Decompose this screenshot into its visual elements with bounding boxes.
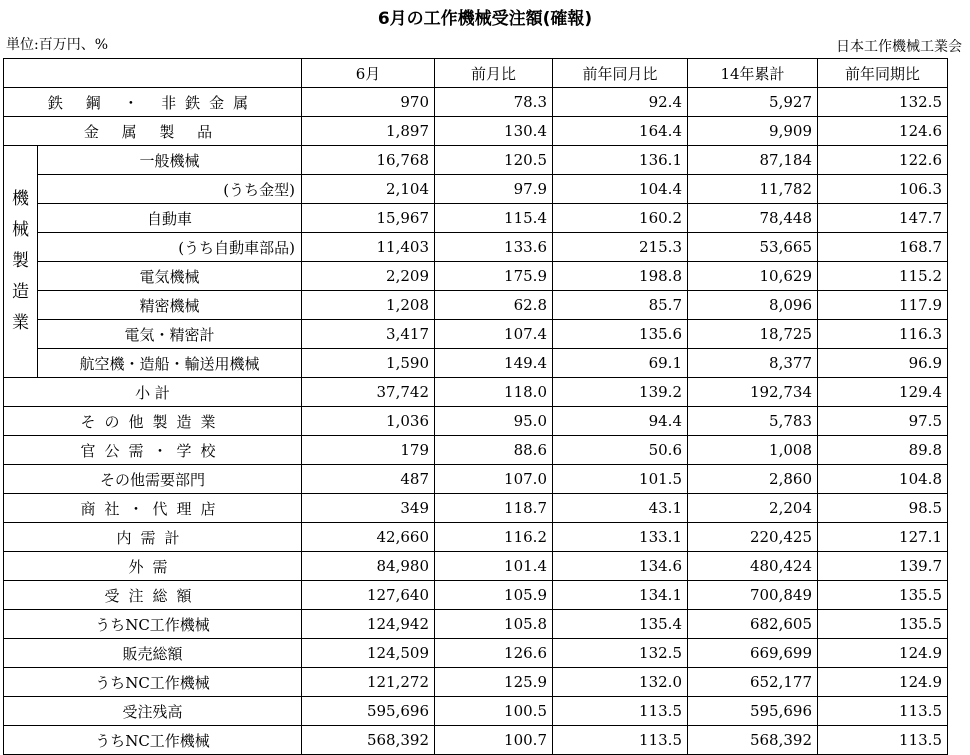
value-cell: 100.5 [435,697,553,726]
value-cell: 129.4 [818,378,948,407]
value-cell: 164.4 [553,117,688,146]
value-cell: 116.3 [818,320,948,349]
row-label: 航空機・造船・輸送用機械 [38,349,302,378]
value-cell: 669,699 [688,639,818,668]
value-cell: 78,448 [688,204,818,233]
row-label: (うち自動車部品) [38,233,302,262]
value-cell: 2,204 [688,494,818,523]
value-cell: 37,742 [302,378,435,407]
table-row [4,639,948,668]
table-row [4,552,948,581]
value-cell: 116.2 [435,523,553,552]
value-cell: 87,184 [688,146,818,175]
value-cell: 115.4 [435,204,553,233]
value-cell: 113.5 [553,697,688,726]
value-cell: 179 [302,436,435,465]
group-label-char: 械 [12,220,29,240]
column-header: 前月比 [435,59,553,88]
value-cell: 2,209 [302,262,435,291]
group-label-char: 機 [12,189,29,209]
header-blank-cell [4,59,302,88]
value-cell: 192,734 [688,378,818,407]
value-cell: 1,897 [302,117,435,146]
group-label-machinery-manufacturing [4,146,38,378]
value-cell: 124.9 [818,639,948,668]
orders-table [3,58,948,755]
page-title: 6月の工作機械受注額(確報) [377,9,593,29]
value-cell: 136.1 [553,146,688,175]
row-label: 受注総額 [4,581,302,610]
column-header: 14年累計 [688,59,818,88]
value-cell: 132.0 [553,668,688,697]
value-cell: 149.4 [435,349,553,378]
value-cell: 970 [302,88,435,117]
value-cell: 104.4 [553,175,688,204]
value-cell: 1,008 [688,436,818,465]
value-cell: 5,927 [688,88,818,117]
value-cell: 700,849 [688,581,818,610]
table-row [4,697,948,726]
value-cell: 62.8 [435,291,553,320]
value-cell: 124.6 [818,117,948,146]
value-cell: 349 [302,494,435,523]
value-cell: 2,860 [688,465,818,494]
value-cell: 18,725 [688,320,818,349]
value-cell: 16,768 [302,146,435,175]
table-row [4,610,948,639]
table-row [4,494,948,523]
table-row [4,349,948,378]
value-cell: 139.2 [553,378,688,407]
value-cell: 107.4 [435,320,553,349]
table-row [4,117,948,146]
row-label: 内需計 [4,523,302,552]
row-label: その他需要部門 [4,465,302,494]
value-cell: 50.6 [553,436,688,465]
value-cell: 135.5 [818,581,948,610]
value-cell: 215.3 [553,233,688,262]
value-cell: 198.8 [553,262,688,291]
table-row [4,175,948,204]
value-cell: 97.5 [818,407,948,436]
value-cell: 147.7 [818,204,948,233]
value-cell: 11,782 [688,175,818,204]
row-label: 官公需・学校 [4,436,302,465]
table-row [4,726,948,755]
value-cell: 113.5 [818,726,948,755]
value-cell: 1,590 [302,349,435,378]
group-label-char: 業 [12,313,29,333]
header-row [4,59,948,88]
table-row [4,465,948,494]
value-cell: 135.4 [553,610,688,639]
row-label: (うち金型) [38,175,302,204]
value-cell: 118.7 [435,494,553,523]
group-label-char: 製 [12,251,29,271]
row-label: うちNC工作機械 [4,668,302,697]
table-body [4,59,948,755]
unit-label: 単位:百万円、% [6,37,109,53]
value-cell: 124,509 [302,639,435,668]
table-row [4,233,948,262]
value-cell: 168.7 [818,233,948,262]
row-label: 鉄 鋼 ・ 非鉄金属 [4,88,302,117]
value-cell: 595,696 [688,697,818,726]
table-row [4,581,948,610]
value-cell: 133.6 [435,233,553,262]
value-cell: 5,783 [688,407,818,436]
value-cell: 568,392 [688,726,818,755]
table-row [4,291,948,320]
value-cell: 127,640 [302,581,435,610]
value-cell: 101.5 [553,465,688,494]
value-cell: 113.5 [553,726,688,755]
row-label: 電気・精密計 [38,320,302,349]
table-row [4,262,948,291]
row-label: 販売総額 [4,639,302,668]
value-cell: 100.7 [435,726,553,755]
table-row [4,436,948,465]
row-label: 精密機械 [38,291,302,320]
value-cell: 10,629 [688,262,818,291]
value-cell: 132.5 [818,88,948,117]
column-header: 前年同期比 [818,59,948,88]
value-cell: 2,104 [302,175,435,204]
value-cell: 652,177 [688,668,818,697]
group-label-char: 造 [12,282,29,302]
value-cell: 134.6 [553,552,688,581]
value-cell: 101.4 [435,552,553,581]
row-label: その他製造業 [4,407,302,436]
value-cell: 107.0 [435,465,553,494]
value-cell: 126.6 [435,639,553,668]
row-label: 自動車 [38,204,302,233]
value-cell: 105.9 [435,581,553,610]
value-cell: 117.9 [818,291,948,320]
row-label: 金 属 製 品 [4,117,302,146]
value-cell: 11,403 [302,233,435,262]
row-label: うちNC工作機械 [4,610,302,639]
value-cell: 135.6 [553,320,688,349]
organization-label: 日本工作機械工業会 [836,39,962,55]
value-cell: 132.5 [553,639,688,668]
row-label: 受注残高 [4,697,302,726]
value-cell: 122.6 [818,146,948,175]
value-cell: 89.8 [818,436,948,465]
value-cell: 1,208 [302,291,435,320]
value-cell: 9,909 [688,117,818,146]
value-cell: 69.1 [553,349,688,378]
value-cell: 113.5 [818,697,948,726]
table-row [4,378,948,407]
value-cell: 88.6 [435,436,553,465]
value-cell: 97.9 [435,175,553,204]
column-header: 6月 [302,59,435,88]
value-cell: 43.1 [553,494,688,523]
column-header: 前年同月比 [553,59,688,88]
value-cell: 125.9 [435,668,553,697]
value-cell: 115.2 [818,262,948,291]
value-cell: 96.9 [818,349,948,378]
value-cell: 568,392 [302,726,435,755]
row-label: うちNC工作機械 [4,726,302,755]
value-cell: 1,036 [302,407,435,436]
value-cell: 84,980 [302,552,435,581]
value-cell: 15,967 [302,204,435,233]
table-row [4,146,948,175]
value-cell: 120.5 [435,146,553,175]
row-label: 一般機械 [38,146,302,175]
table-row [4,204,948,233]
value-cell: 124.9 [818,668,948,697]
value-cell: 8,096 [688,291,818,320]
value-cell: 42,660 [302,523,435,552]
value-cell: 118.0 [435,378,553,407]
value-cell: 94.4 [553,407,688,436]
value-cell: 104.8 [818,465,948,494]
value-cell: 105.8 [435,610,553,639]
value-cell: 8,377 [688,349,818,378]
value-cell: 133.1 [553,523,688,552]
row-label: 外需 [4,552,302,581]
value-cell: 92.4 [553,88,688,117]
value-cell: 121,272 [302,668,435,697]
value-cell: 95.0 [435,407,553,436]
value-cell: 53,665 [688,233,818,262]
value-cell: 98.5 [818,494,948,523]
value-cell: 480,424 [688,552,818,581]
row-label: 電気機械 [38,262,302,291]
value-cell: 3,417 [302,320,435,349]
value-cell: 135.5 [818,610,948,639]
value-cell: 127.1 [818,523,948,552]
value-cell: 85.7 [553,291,688,320]
row-label: 商社・代理店 [4,494,302,523]
value-cell: 682,605 [688,610,818,639]
table-row [4,88,948,117]
value-cell: 160.2 [553,204,688,233]
value-cell: 487 [302,465,435,494]
value-cell: 175.9 [435,262,553,291]
table-row [4,320,948,349]
value-cell: 78.3 [435,88,553,117]
value-cell: 220,425 [688,523,818,552]
value-cell: 139.7 [818,552,948,581]
value-cell: 124,942 [302,610,435,639]
value-cell: 106.3 [818,175,948,204]
table-row [4,407,948,436]
table-row [4,523,948,552]
row-label: 小 計 [4,378,302,407]
value-cell: 595,696 [302,697,435,726]
value-cell: 134.1 [553,581,688,610]
table-row [4,668,948,697]
value-cell: 130.4 [435,117,553,146]
